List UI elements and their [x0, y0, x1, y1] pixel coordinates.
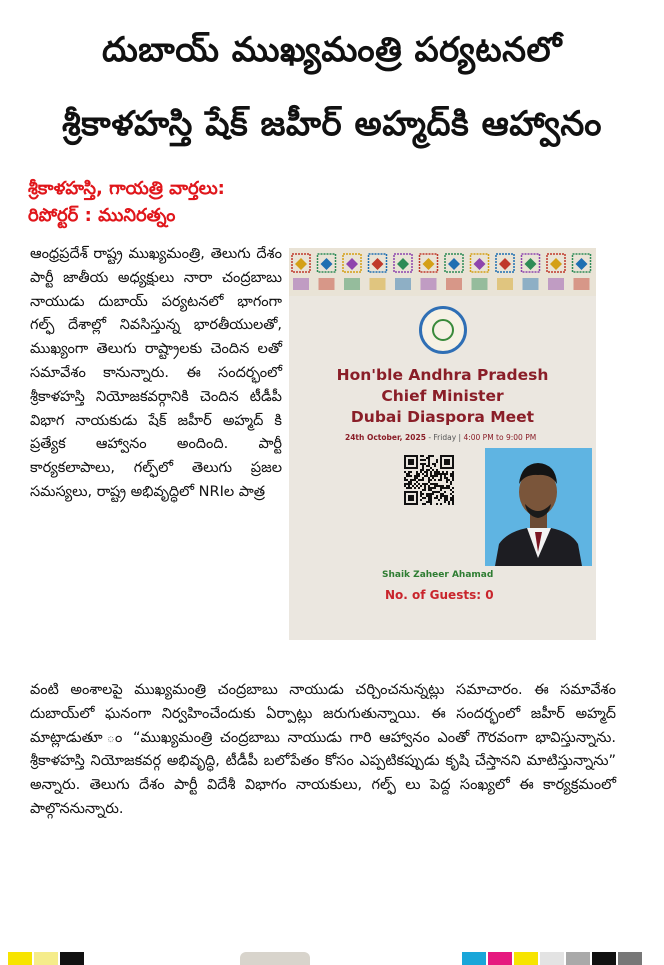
print-mark-black [60, 952, 84, 965]
card-title-line-3: Dubai Diaspora Meet [350, 408, 535, 426]
event-time: 4:00 PM to 9:00 PM [463, 433, 537, 442]
print-mark-black-2 [592, 952, 616, 965]
print-mark-light-gray [540, 952, 564, 965]
byline-reporter: రిపోర్టర్ : మునిరత్నం [28, 205, 176, 226]
print-mark-gray [240, 952, 310, 965]
event-date: 24th October, 2025 [345, 433, 426, 442]
andhra-pradesh-emblem-icon [419, 306, 467, 354]
byline-location: శ్రీకాళహస్తి, గాయత్రి వార్తలు: [28, 178, 225, 199]
article-paragraph-2: వంటి అంశాలపై ముఖ్యమంత్రి చంద్రబాబు నాయుడు చర్చించనున్నట్లు సమాచారం. ఈ సమావేశం దుబాయ్‌లో ఘనంగా నిర్వహించేందుకు ఏర్పాట్లు జరుగుతున్నాయి. ఈ సందర్భంలో జహీర్ అహ్మద్ మాట్లాడుతూ ం “ముఖ్యమంత్రి చంద్రబాబు నాయుడు గారి ఆహ్వానం ఎంతో గౌరవంగా భావిస్తున్నాను. శ్రీకాళహస్తి నియోజకవర్గ అభివృద్ధి, టీడీపీ బలోపేతం కోసం ఎప్పటికప్పుడు కృషి చేస్తానని మాటిస్తున్నాను” అన్నారు. తెలుగు దేశం పార్టీ విదేశీ విభాగం నాయకులు, గల్ఫ్ లు పెద్ద సంఖ్యలో ఈ కార్యక్రమంలో పాల్గొననున్నారు. [30, 682, 616, 817]
print-mark-magenta [488, 952, 512, 965]
print-mark-cyan [462, 952, 486, 965]
headline-line-2: శ్రీకాళహస్తి షేక్ జహీర్ అహ్మద్‌కి ఆహ్వానం [61, 104, 603, 144]
invitation-card [289, 248, 596, 640]
print-mark-mid-gray [566, 952, 590, 965]
headline-line-1: దుబాయ్ ముఖ్యమంత్రి పర్యటనలో [101, 30, 563, 70]
guest-count: No. of Guests: 0 [385, 588, 494, 602]
guest-photo [485, 448, 592, 566]
event-date-time: 24th October, 2025 - Friday | 4:00 PM to 9:00 PM [345, 433, 537, 442]
card-title-line-1: Hon'ble Andhra Pradesh [336, 366, 549, 384]
decorative-pattern-band [289, 248, 596, 296]
card-title-line-2: Chief Minister [381, 387, 504, 405]
event-day: - Friday [428, 433, 457, 442]
print-mark-dark-gray [618, 952, 642, 965]
guest-name: Shaik Zaheer Ahamad [382, 570, 494, 580]
qr-code-icon [404, 455, 454, 505]
print-mark-yellow [8, 952, 32, 965]
print-mark-light-yellow [34, 952, 58, 965]
article-paragraph-1: ఆంధ్రప్రదేశ్ రాష్ట్ర ముఖ్యమంత్రి, తెలుగు దేశం పార్టీ జాతీయ అధ్యక్షులు నారా చంద్రబాబు నాయుడు దుబాయ్ పర్యటనలో భాగంగా గల్ఫ్ దేశాల్లో నివసిస్తున్న భారతీయులతో, ముఖ్యంగా తెలుగు రాష్ట్రాలకు చెందిన లతో సమావేశం కానున్నారు. ఈ సందర్భంలో శ్రీకాళహస్తి నియోజకవర్గానికి చెందిన టీడీపీ విభాగ నాయకుడు షేక్ జహీర్ అహ్మద్ కి ప్రత్యేక ఆహ్వానం అందింది. పార్టీ కార్యకలాపాలు, గల్ఫ్‌లో తెలుగు ప్రజల సమస్యలు, రాష్ట్ర అభివృద్ధిలో NRIల పాత్ర [30, 246, 282, 500]
print-mark-yellow-2 [514, 952, 538, 965]
